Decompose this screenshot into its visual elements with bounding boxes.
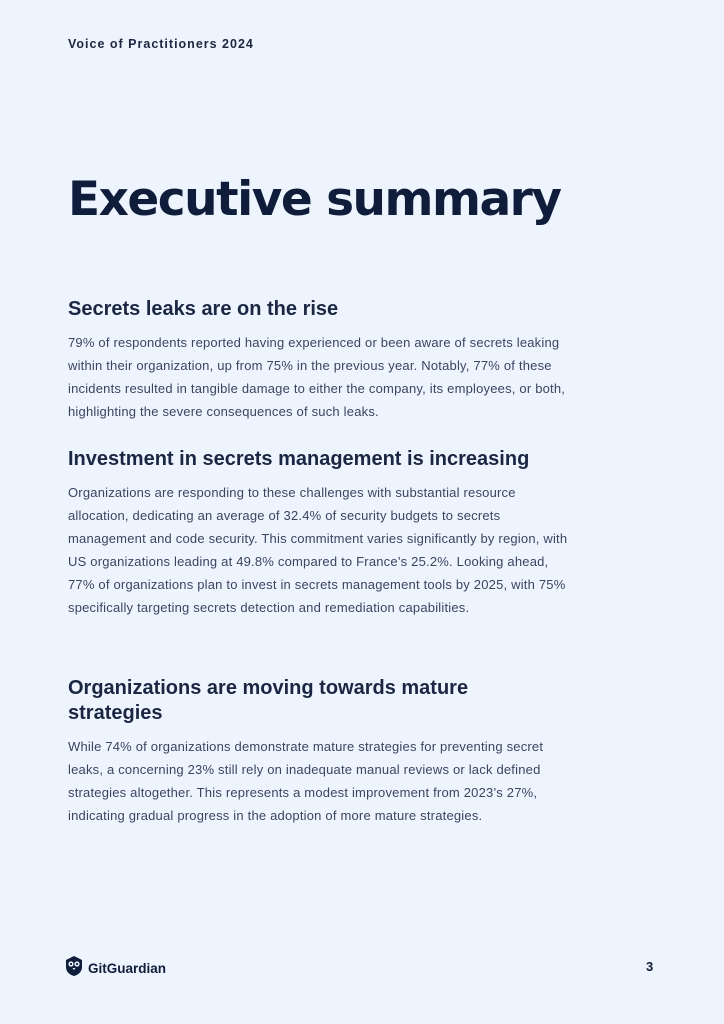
section-body: Organizations are responding to these challenges with substantial resource allocation, dedicating an average of 32.4% of security budgets to secrets management and code security. This commitment varies significantly by region, with US organizations leading at 49.8% compared to France’s 25.2%. Looking ahead, 77% of organizations plan to invest in secrets management tools by 2025, with 75% specifically targeting secrets detection and remediation capabilities. bbox=[68, 485, 568, 615]
section-heading: Secrets leaks are on the rise bbox=[68, 298, 339, 320]
section-body: 79% of respondents reported having experienced or been aware of secrets leaking within their organization, up from 75% in the previous year. Notably, 77% of these incidents resulted in tangible damage to either the company, its employees, or both, highlighting the severe consequences of such leaks. bbox=[68, 335, 566, 419]
section-heading: Investment in secrets management is increasing bbox=[68, 448, 530, 470]
owl-icon bbox=[64, 955, 84, 982]
section-investment bbox=[68, 447, 578, 619]
section-heading: Organizations are moving towards mature strategies bbox=[68, 677, 469, 724]
section-secrets-leaks bbox=[68, 297, 578, 423]
page-title: Executive summary bbox=[68, 172, 561, 227]
section-body: While 74% of organizations demonstrate mature strategies for preventing secret leaks, a concerning 23% still rely on inadequate manual reviews or lack defined strategies altogether. This represents a modest improvement from 2023’s 27%, indicating gradual progress in the adoption of more mature strategies. bbox=[68, 739, 544, 823]
brand-name: GitGuardian bbox=[88, 961, 167, 976]
section-mature-strategies bbox=[68, 676, 558, 827]
report-header-label: Voice of Practitioners 2024 bbox=[68, 37, 254, 51]
page-number: 3 bbox=[646, 959, 654, 974]
brand-logo bbox=[64, 955, 166, 982]
